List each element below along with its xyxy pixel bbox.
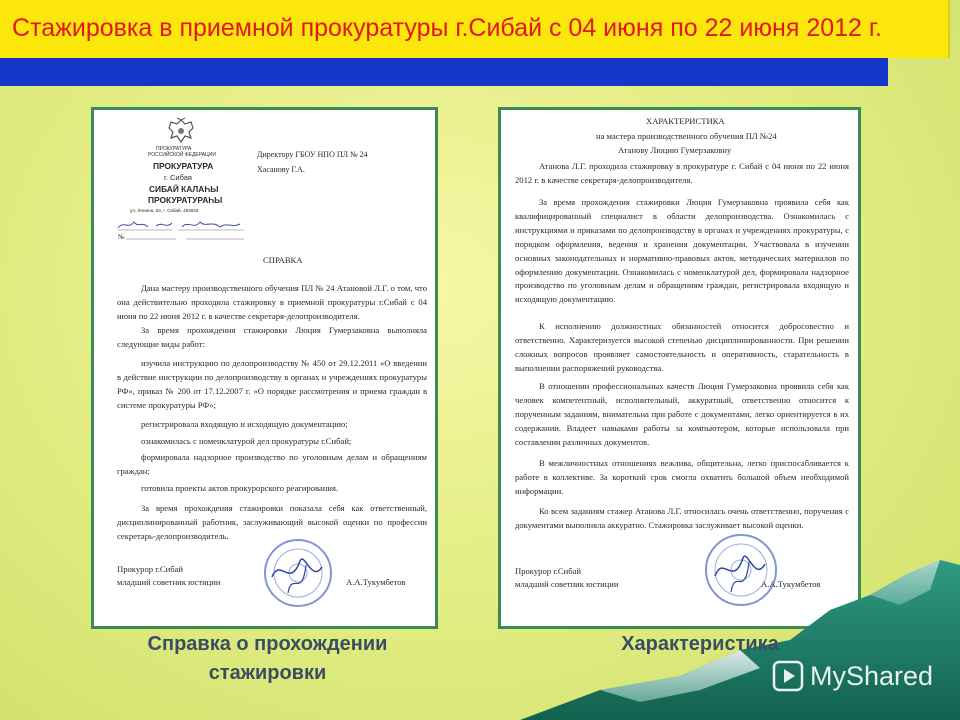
ref-no: №: [118, 233, 125, 241]
caption-spravka-line-1: Справка о прохождении: [147, 633, 388, 655]
addressee-1: Директору ГБОУ НПО ПЛ № 24: [257, 150, 368, 159]
caption-spravka-line-2: стажировки: [208, 662, 327, 684]
spravka-item-1: регистрировала входящую и исходящую документацию;: [141, 419, 348, 429]
spravka-item-4: готовила проекты актов прокурорского реагирования.: [141, 483, 339, 493]
org-name-1: ПРОКУРАТУРА: [153, 161, 214, 171]
kh-signer-title-1: Прокурор г.Сибай: [515, 566, 582, 576]
org-small-1: ПРОКУРАТУРА: [156, 146, 192, 152]
kh-paragraph-4: В отношении профессиональных качеств Люция Гумерзаковна проявила себя как человек компетентный, исполнительный, аккуратный, ответственно относится к порученным заданиям, внимательна при работе с документами, легко ориентируется в их содержании. Владеет навыками работы за компьютером, которые использовала при составлении различных документов.: [515, 381, 849, 447]
slide-title: Стажировка в приемной прокуратуры г.Сибай с 04 июня по 22 июня 2012 г.: [12, 14, 882, 42]
watermark: [772, 656, 933, 696]
org-address: ул. Ленина, 53, г. Сибай, 453833: [130, 208, 199, 213]
org-name-ba-1: СИБАЙ КАЛАҺЫ: [149, 184, 219, 194]
kh-subheading-2: Атанову Люцию Гумерзаковну: [618, 145, 732, 155]
kh-paragraph-3: К исполнению должностных обязанностей относится добросовестно и ответственно. Характеризуется высокой степенью дисциплинированности. При решении сложных вопросов проявляет самостоятельность и оперативность, старательность в выполнении распоряжений руководства.: [515, 321, 849, 373]
kh-paragraph-6: Ко всем заданиям стажер Атанова Л.Г. относилась очень ответственно, поручения с документами выполняла аккуратно. Стажировка заслуживает высокой оценки.: [515, 506, 849, 530]
spravka-body-3: изучила инструкцию по делопроизводству № 450 от 29.12.2011 «О введении в действие инструкции по делопроизводству в органах и учреждениях прокуратуры РФ», приказ № 200 от 17.12.2007 г. «О порядке рассмотрения и приема граждан в системе прокуратуры РФ»;: [117, 358, 427, 410]
signer-name: А.А.Тукумбетов: [346, 577, 406, 587]
spravka-body-4: За время прохождения стажировки показала себя как ответственный, дисциплинированный работник, заслуживающий высокой оценки по профессии секретарь-делопроизводитель.: [117, 503, 427, 541]
org-small-2: РОССИЙСКОЙ ФЕДЕРАЦИИ: [148, 152, 216, 158]
spravka-body-2: За время прохождения стажировки Люция Гумерзаковна выполняла следующие виды работ:: [117, 325, 427, 349]
kh-signer-title-2: младший советник юстиции: [515, 579, 619, 589]
kh-paragraph-1: Атанова Л.Г. проходила стажировку в прокуратуре г. Сибай с 04 июня по 22 июня 2012 г. в качестве секретаря-делопроизводителя.: [515, 161, 849, 185]
watermark-text: MyShared: [810, 660, 934, 691]
kh-paragraph-2: За время прохождения стажировки Люция Гумерзаковна проявила себя как квалифицированный специалист в области делопроизводства. Ознакомилась с инструкциями и приказами по делопроизводству в органах и учреждениях прокуратуры, с порядком оформления, ведения и хранения документации. Участвовала в изучении основных законодательных и нормативно-правовых актов, методических материалов по оформлению документации. Ознакомилась с номенклатурой дел, формировала надзорное производство по уголовным делам и обращениям граждан, регистрировала входящую и исходящую документацию.: [515, 197, 849, 305]
caption-spravka: [95, 630, 440, 688]
org-name-2: г. Сибая: [164, 173, 192, 182]
caption-kharakteristika: Характеристика: [621, 633, 779, 655]
spravka-body-1: Дана мастеру производственного обучения ПЛ № 24 Атановой Л.Г. о том, что она действительно проходила стажировку в приемной прокуратуры г.Сибай с 04 июня по 22 июня 2012 г. в качестве секретаря-делопроизводителя.: [117, 283, 427, 321]
kh-signer-name: А.А.Тукумбетов: [761, 579, 821, 589]
spravka-item-2: ознакомилась с номенклатурой дел прокуратуры г.Сибай;: [141, 436, 352, 446]
play-icon: [772, 660, 804, 692]
signer-title-1: Прокурор г.Сибай: [117, 564, 184, 574]
spravka-heading: СПРАВКА: [263, 255, 303, 265]
kh-paragraph-5: В межличностных отношениях вежлива, общительна, легко приспосабливается к работе в коллективе. За короткий срок смогла охватить большой объем необходимой информации.: [515, 458, 849, 496]
spravka-item-3: формировала надзорное производство по уголовным делам и обращениям граждан;: [117, 452, 427, 476]
org-name-ba-2: ПРОКУРАТУРАҺЫ: [148, 195, 223, 205]
addressee-2: Хасанову Г.А.: [257, 165, 305, 174]
signer-title-2: младший советник юстиции: [117, 577, 221, 587]
kh-heading: ХАРАКТЕРИСТИКА: [646, 116, 725, 126]
kh-subheading-1: на мастера производственного обучения ПЛ №24: [596, 131, 777, 141]
